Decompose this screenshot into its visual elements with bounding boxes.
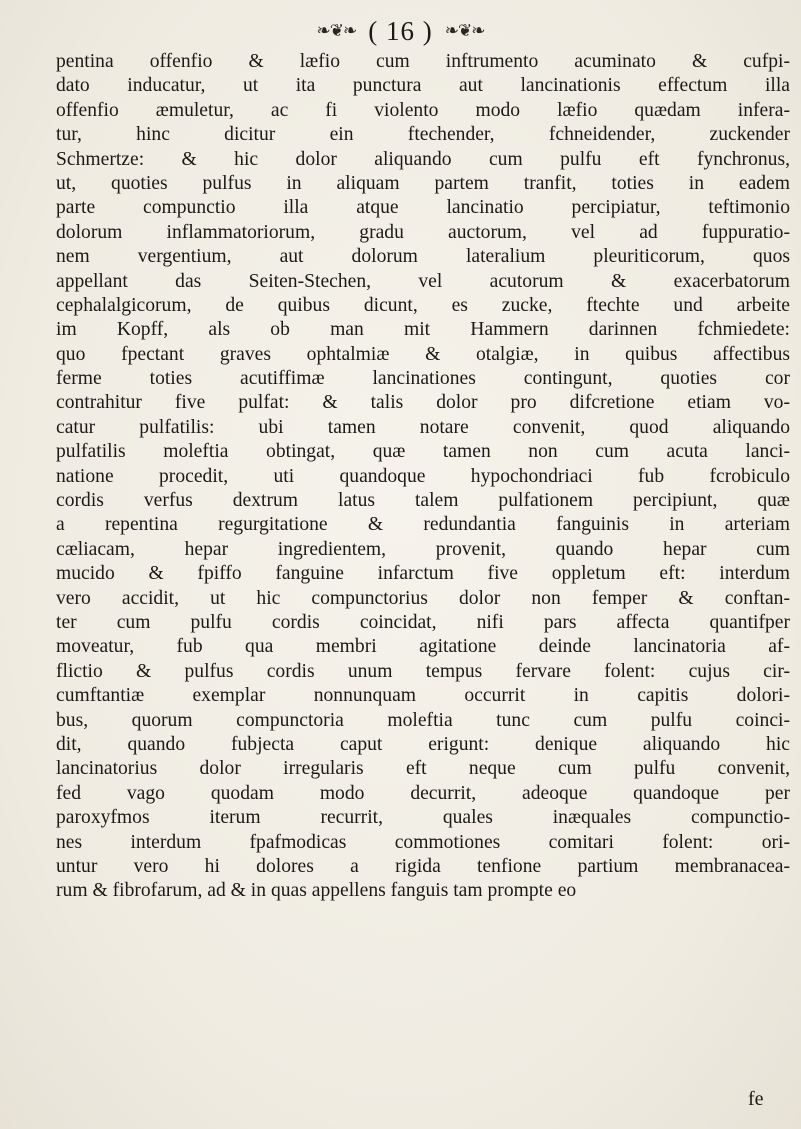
text-line: cephalalgicorum, de quibus dicunt, es zucke, ftechte und arbeite — [56, 294, 790, 316]
text-line: bus, quorum compunctoria moleftia tunc cum pulfu coinci- — [56, 709, 790, 731]
text-line: cæliacam, hepar ingredientem, provenit, quando hepar cum — [56, 538, 790, 560]
left-ornament-icon: ❧❦❧ — [316, 21, 357, 40]
text-line: paroxyfmos iterum recurrit, quales inæquales compunctio- — [56, 807, 790, 829]
page-header — [0, 12, 801, 50]
text-line: Schmertze: & hic dolor aliquando cum pulfu eft fynchronus, — [56, 148, 790, 170]
text-line: dit, quando fubjecta caput erigunt: denique aliquando hic — [56, 733, 790, 755]
text-line: quo fpectant graves ophtalmiæ & otalgiæ, in quibus affectibus — [56, 343, 790, 365]
text-line: dolorum inflammatoriorum, gradu auctorum, vel ad fuppuratio- — [56, 221, 790, 243]
text-line: contrahitur five pulfat: & talis dolor pro difcretione etiam vo- — [56, 392, 790, 414]
text-line: cumftantiæ exemplar nonnunquam occurrit in capitis dolori- — [56, 685, 790, 707]
text-line: pentina offenfio & læfio cum inftrumento acuminato & cufpi- — [56, 51, 790, 72]
text-line: nes interdum fpafmodicas commotiones comitari folent: ori- — [56, 831, 790, 853]
text-line: catur pulfatilis: ubi tamen notare convenit, quod aliquando — [56, 416, 790, 438]
text-line: flictio & pulfus cordis unum tempus fervare folent: cujus cir- — [56, 660, 790, 682]
catchword: fe — [748, 1088, 764, 1110]
text-line: cordis verfus dextrum latus talem pulfationem percipiunt, quæ — [56, 490, 790, 512]
text-line: moveatur, fub qua membri agitatione deinde lancinatoria af- — [56, 636, 790, 658]
text-line: offenfio æmuletur, ac fi violento modo læfio quædam infera- — [56, 99, 790, 121]
text-line: rum & fibrofarum, ad & in quas appellens fanguis tam prompte eo — [56, 880, 577, 902]
right-ornament-icon: ❧❦❧ — [444, 21, 485, 40]
text-line: vero accidit, ut hic compunctorius dolor non femper & conftan- — [56, 587, 790, 609]
text-line: ut, quoties pulfus in aliquam partem tranfit, toties in eadem — [56, 172, 790, 194]
text-line: ter cum pulfu cordis coincidat, nifi pars affecta quantifper — [56, 611, 790, 633]
text-line: untur vero hi dolores a rigida tenfione partium membranacea- — [56, 855, 790, 877]
text-line: appellant das Seiten-Stechen, vel acutorum & exacerbatorum — [56, 270, 790, 292]
text-line: ferme toties acutiffimæ lancinationes contingunt, quoties cor — [56, 368, 790, 390]
text-line: natione procedit, uti quandoque hypochondriaci fub fcrobiculo — [56, 465, 790, 487]
text-line: lancinatorius dolor irregularis eft neque cum pulfu convenit, — [56, 758, 790, 780]
text-line: tur, hinc dicitur ein ftechender, fchneidender, zuckender — [56, 124, 790, 146]
text-line: mucido & fpiffo fanguine infarctum five oppletum eft: interdum — [56, 563, 790, 585]
text-line: parte compunctio illa atque lancinatio percipiatur, teftimonio — [56, 197, 790, 219]
text-line: im Kopff, als ob man mit Hammern darinnen fchmiedete: — [56, 319, 790, 341]
page-number: ( 16 ) — [368, 15, 433, 46]
text-line: nem vergentium, aut dolorum lateralium pleuriticorum, quos — [56, 246, 790, 268]
text-line: fed vago quodam modo decurrit, adeoque quandoque per — [56, 782, 790, 804]
body-text — [56, 50, 790, 904]
text-line: a repentina regurgitatione & redundantia fanguinis in arteriam — [56, 514, 790, 536]
text-line: dato inducatur, ut ita punctura aut lancinationis effectum illa — [56, 75, 790, 97]
text-line: pulfatilis moleftia obtingat, quæ tamen non cum acuta lanci- — [56, 441, 790, 463]
